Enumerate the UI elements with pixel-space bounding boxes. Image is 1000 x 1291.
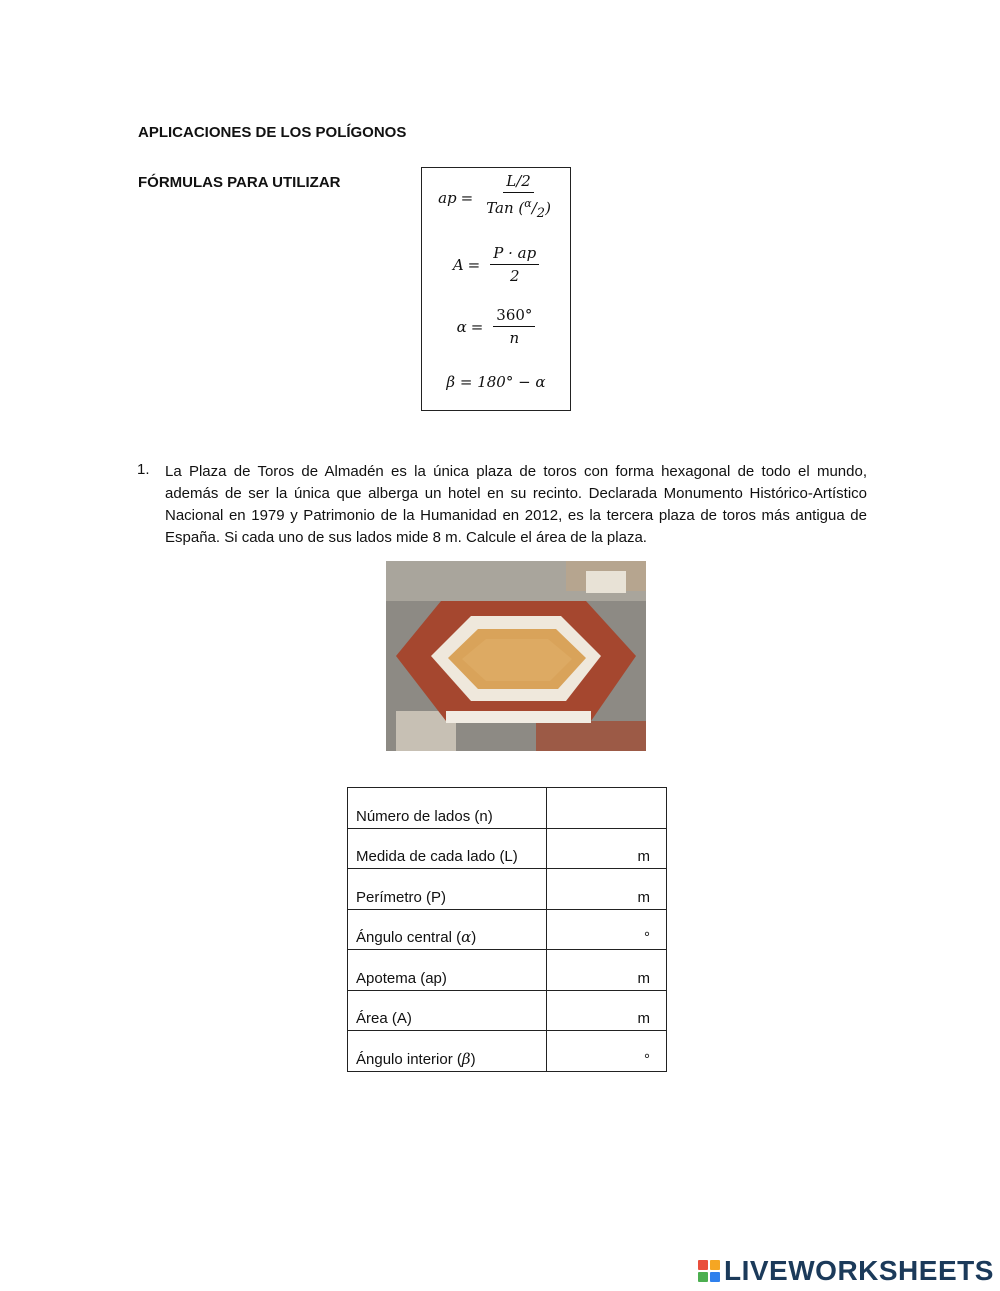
bullring-photo — [386, 561, 646, 751]
table-row — [348, 828, 667, 869]
row-label: Perímetro (P) — [348, 869, 547, 910]
row-label: Número de lados (n) — [348, 788, 547, 829]
table-row — [348, 990, 667, 1031]
table-row — [348, 788, 667, 829]
formula-apothem: ap = $\frac{L/2}{Tan (^\alpha/2)}$ — [438, 172, 551, 221]
row-label: Ángulo central (α) — [348, 909, 547, 950]
answer-cell[interactable]: m — [547, 828, 667, 869]
table-row — [348, 950, 667, 991]
answer-cell[interactable]: m — [547, 990, 667, 1031]
table-row — [348, 909, 667, 950]
formula-interior-angle: β = 180° − α — [446, 373, 546, 391]
table-row — [348, 1031, 667, 1072]
row-label: Medida de cada lado (L) — [348, 828, 547, 869]
liveworksheets-logo — [698, 1255, 994, 1287]
logo-mark-icon — [698, 1260, 720, 1282]
formula-box — [421, 167, 571, 411]
formula-central-angle: α = $\frac{360^\circ}{n}$ — [422, 306, 570, 347]
table-row — [348, 869, 667, 910]
question-text: La Plaza de Toros de Almadén es la única plaza de toros con forma hexagonal de todo el mundo, además de ser la única que alberga un hotel en su recinto. Declarada Monumento Histórico-Artístico Nacional en 1979 y Patrimonio de la Humanidad en 2012, es la tercera plaza de toros más antigua de España. Si cada uno de sus lados mide 8 m. Calcule el área de la plaza. — [165, 463, 867, 546]
formula-area: A = $\frac{P \cdot ap}{2}$ — [422, 244, 570, 285]
page-title: APLICACIONES DE LOS POLÍGONOS — [138, 124, 407, 141]
logo-text: LIVEWORKSHEETS — [724, 1255, 994, 1286]
row-label: Área (A) — [348, 990, 547, 1031]
answer-cell[interactable]: ° — [547, 909, 667, 950]
formulas-heading: FÓRMULAS PARA UTILIZAR — [138, 174, 341, 191]
data-table — [347, 787, 667, 1072]
answer-cell[interactable] — [547, 788, 667, 829]
answer-cell[interactable]: ° — [547, 1031, 667, 1072]
question-number: 1. — [137, 461, 150, 478]
answer-cell[interactable]: m — [547, 950, 667, 991]
answer-cell[interactable]: m — [547, 869, 667, 910]
row-label: Apotema (ap) — [348, 950, 547, 991]
row-label: Ángulo interior (β) — [348, 1031, 547, 1072]
